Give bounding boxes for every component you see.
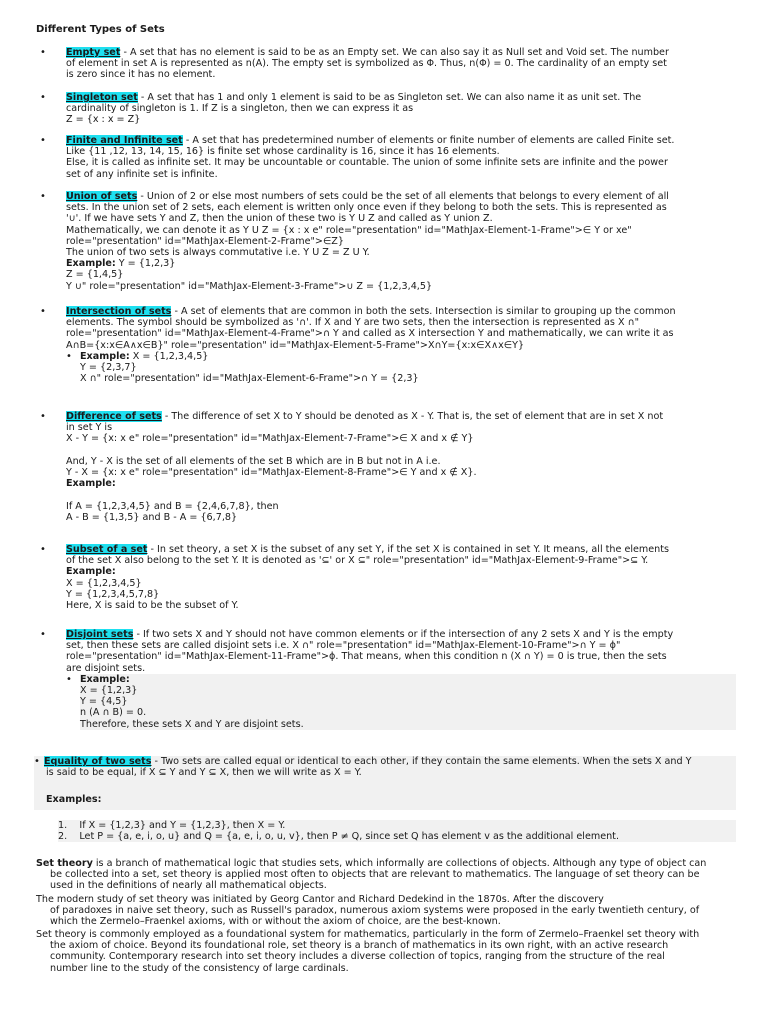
- text-line: is zero since it has no element.: [66, 69, 216, 81]
- bullet-icon: •: [40, 544, 46, 555]
- text-line: - A set that has no element is said to be as an Empty set. We can also say it as Null set and Void set. The number: [120, 47, 669, 58]
- text-line: A∩B={x:x∈A∧x∈B}" role="presentation" id="MathJax-Element-5-Frame">X∩Y={x:x∈X∧x∈Y}: [66, 339, 525, 351]
- equality-set-item: [34, 756, 736, 792]
- text-line: Therefore, these sets X and Y are disjoint sets.: [80, 718, 304, 730]
- difference-set-term: Difference of sets: [66, 411, 162, 422]
- list-item: [58, 820, 736, 831]
- text-line: And, Y - X is the set of all elements of the set B which are in B but not in A i.e.: [66, 455, 441, 467]
- text-line: which the Zermelo–Fraenkel axioms, with or without the axiom of choice, are the best-known.: [50, 916, 501, 928]
- text-line: Else, it is called as infinite set. It may be uncountable or countable. The union of some infinite sets are infinite and the power: [66, 157, 668, 169]
- text-line: the axiom of choice. Beyond its foundational role, set theory is a branch of mathematics in its own right, with an active research: [50, 940, 669, 952]
- subset-item: [36, 544, 736, 611]
- text-line: role="presentation" id="MathJax-Element-2-Frame">∈Z}: [66, 235, 344, 247]
- equality-examples-label-row: [34, 792, 736, 810]
- text-line: Y = {4,5}: [80, 696, 128, 708]
- singleton-set-term: Singleton set: [66, 92, 138, 103]
- example-label: Example:: [80, 673, 130, 685]
- bullet-icon: •: [66, 673, 72, 685]
- text-line: n (A ∩ B) = 0.: [80, 707, 147, 719]
- text-line: is a branch of mathematical logic that studies sets, which informally are collections of objects. Although any type of object can: [92, 858, 707, 869]
- intersection-set-term: Intersection of sets: [66, 306, 172, 317]
- text-line: The modern study of set theory was initiated by Georg Cantor and Richard Dedekind in the 1870s. After the discovery: [36, 894, 604, 905]
- bullet-icon: •: [66, 350, 72, 362]
- text-line: are disjoint sets.: [66, 662, 146, 674]
- union-set-term: Union of sets: [66, 191, 138, 202]
- equality-set-term: Equality of two sets: [44, 756, 152, 767]
- text-line: [66, 445, 736, 456]
- example-label: Example:: [66, 566, 116, 578]
- text-line: - Two sets are called equal or identical to each other, if they contain the same elements. When the sets X and Y: [151, 756, 692, 767]
- text-line: X - Y = {x: x e" role="presentation" id="MathJax-Element-7-Frame">∈ X and x ∉ Y}: [66, 433, 474, 445]
- equality-examples-list: [58, 820, 736, 842]
- empty-set-term: Empty set: [66, 47, 121, 58]
- text-line: role="presentation" id="MathJax-Element-4-Frame">∩ Y and called as X intersection Y and mathematically, we can write it as: [66, 328, 674, 340]
- bullet-icon: •: [40, 411, 46, 422]
- text-line: X ∩" role="presentation" id="MathJax-Element-6-Frame">∩ Y = {2,3}: [80, 373, 419, 385]
- text-line: community. Contemporary research into set theory includes a diverse collection of topics, ranging from the structure of the real: [50, 951, 665, 963]
- difference-set-item: [36, 411, 736, 523]
- set-theory-paragraph-3: [36, 929, 736, 974]
- text-line: Y - X = {x: x e" role="presentation" id="MathJax-Element-8-Frame">∈ Y and x ∉ X}.: [66, 467, 477, 478]
- bullet-icon: •: [40, 92, 46, 103]
- text-line: Y = {1,2,3}: [115, 258, 176, 270]
- text-line: Let P = {a, e, i, o, u} and Q = {a, e, i, o, u, v}, then P ≠ Q, since set Q has element v as the additional element.: [79, 831, 619, 843]
- page-title: Different Types of Sets: [36, 24, 165, 35]
- text-line: cardinality of singleton is 1. If Z is a singleton, then we can express it as: [66, 103, 414, 115]
- bullet-icon: •: [40, 191, 46, 202]
- text-line: Y = {1,2,3,4,5,7,8}: [66, 588, 160, 600]
- example-label: Example:: [80, 350, 130, 362]
- text-line: - In set theory, a set X is the subset of any set Y, if the set X is contained in set Y. It means, all the elements: [147, 544, 670, 555]
- example-label: Example:: [66, 478, 116, 490]
- list-number: 2.: [58, 831, 68, 843]
- singleton-set-item: [36, 92, 736, 126]
- bullet-icon: •: [40, 47, 46, 58]
- intersection-example: [66, 350, 736, 385]
- text-line: Z = {x : x = Z}: [66, 114, 141, 126]
- text-line: number line to the study of the consistency of large cardinals.: [50, 962, 349, 974]
- text-line: be collected into a set, set theory is applied most often to objects that are relevant to mathematics. The language of set theory can be: [50, 869, 700, 881]
- set-theory-paragraph-1: [36, 858, 736, 892]
- disjoint-set-item: [36, 629, 736, 730]
- bullet-icon: •: [34, 756, 40, 767]
- text-line: [66, 489, 736, 500]
- text-line: Set theory is commonly employed as a foundational system for mathematics, particularly in the form of Zermelo–Fraenkel set theory with: [36, 929, 700, 940]
- text-line: If X = {1,2,3} and Y = {1,2,3}, then X = Y.: [79, 820, 286, 831]
- text-line: Mathematically, we can denote it as Y U Z = {x : x e" role="presentation" id="MathJax-Element-1-Frame">∈ Y or xe": [66, 224, 632, 236]
- finite-set-item: [36, 135, 736, 180]
- finite-set-term: Finite and Infinite set: [66, 135, 183, 146]
- union-set-item: [36, 191, 736, 292]
- text-line: If A = {1,2,3,4,5} and B = {2,4,6,7,8}, then: [66, 500, 279, 512]
- text-line: - Union of 2 or else most numbers of sets could be the set of all elements that belongs to every element of all: [137, 191, 669, 202]
- bullet-icon: •: [40, 629, 46, 640]
- text-line: of paradoxes in naive set theory, such as Russell's paradox, numerous axiom systems were proposed in the early twentieth century, of: [50, 905, 700, 917]
- examples-label: Examples:: [46, 794, 102, 805]
- text-line: in set Y is: [66, 422, 113, 434]
- text-line: - A set that has 1 and only 1 element is said to be as Singleton set. We can also name it as unit set. The: [137, 92, 642, 103]
- list-number: 1.: [58, 820, 68, 831]
- text-line: sets. In the union set of 2 sets, each element is written only once even if they belong to both the sets. This is represented as: [66, 202, 667, 214]
- text-line: X = {1,2,3,4,5}: [66, 577, 142, 589]
- text-line: of the set X also belong to the set Y. It is denoted as '⊆' or X ⊆" role="presentation" id="MathJax-Element-9-Frame">⊆ Y.: [66, 555, 649, 567]
- text-line: set, then these sets are called disjoint sets i.e. X ∩" role="presentation" id="MathJax-Element-10-Frame">∩ Y = ϕ": [66, 640, 621, 652]
- text-line: '∪'. If we have sets Y and Z, then the union of these two is Y U Z and called as Y union Z.: [66, 213, 493, 225]
- subset-term: Subset of a set: [66, 544, 148, 555]
- text-line: used in the definitions of nearly all mathematical objects.: [50, 880, 327, 892]
- text-line: of element in set A is represented as n(A). The empty set is symbolized as Φ. Thus, n(Φ) = 0. The cardinality of an empty set: [66, 58, 667, 70]
- disjoint-set-term: Disjoint sets: [66, 629, 134, 640]
- text-line: - The difference of set X to Y should be denoted as X - Y. That is, the set of element that are in set X not: [161, 411, 664, 422]
- text-line: A - B = {1,3,5} and B - A = {6,7,8}: [66, 511, 238, 523]
- text-line: - A set that has predetermined number of elements or finite number of elements are called Finite set.: [182, 135, 675, 146]
- text-line: elements. The symbol should be symbolized as '∩'. If X and Y are two sets, then the intersection is represented as X ∩": [66, 317, 640, 329]
- set-theory-paragraph-2: [36, 894, 736, 928]
- text-line: - If two sets X and Y should not have common elements or if the intersection of any 2 sets X and Y is the empty: [133, 629, 674, 640]
- intersection-set-item: [36, 306, 736, 384]
- text-line: Z = {1,4,5}: [66, 269, 124, 281]
- set-theory-term: Set theory: [36, 858, 93, 869]
- text-line: Here, X is said to be the subset of Y.: [66, 600, 239, 612]
- example-label: Example:: [66, 258, 116, 270]
- text-line: role="presentation" id="MathJax-Element-11-Frame">ϕ. That means, when this condition n (X ∩ Y) = 0 is true, then the sets: [66, 651, 667, 663]
- text-line: set of any infinite set is infinite.: [66, 168, 218, 180]
- text-line: Like {11 ,12, 13, 14, 15, 16} is finite set whose cardinality is 16, since it has 16 elements.: [66, 146, 500, 158]
- text-line: is said to be equal, if X ⊆ Y and Y ⊆ X, then we will write as X = Y.: [46, 767, 362, 779]
- bullet-icon: •: [40, 306, 46, 317]
- empty-set-item: [36, 47, 736, 81]
- text-line: Y = {2,3,7}: [80, 362, 137, 374]
- list-item: [58, 831, 736, 842]
- text-line: The union of two sets is always commutative i.e. Y U Z = Z U Y.: [66, 247, 370, 259]
- text-line: X = {1,2,3}: [80, 685, 138, 697]
- text-line: - A set of elements that are common in both the sets. Intersection is similar to grouping up the common: [171, 306, 676, 317]
- disjoint-example: [66, 673, 736, 730]
- text-line: Y ∪" role="presentation" id="MathJax-Element-3-Frame">∪ Z = {1,2,3,4,5}: [66, 280, 433, 292]
- text-line: X = {1,2,3,4,5}: [129, 350, 209, 362]
- bullet-icon: •: [40, 135, 46, 146]
